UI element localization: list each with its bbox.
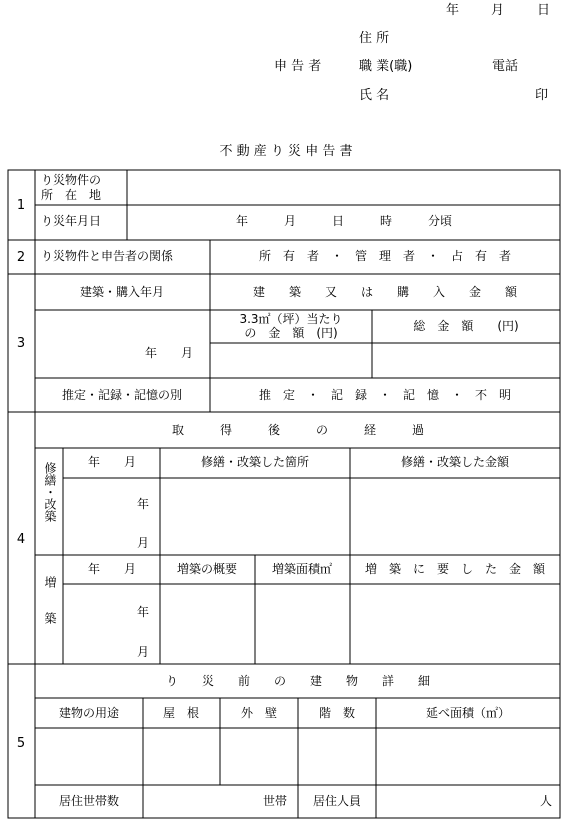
households-unit: 世帯 xyxy=(263,794,288,808)
total-amount-label: 総 金 額 (円) xyxy=(413,319,519,333)
price-label: 建 築 又 は 購 入 金 額 xyxy=(252,285,518,299)
purchase-date-label: 建築・購入年月 xyxy=(79,285,165,299)
name-label: 氏 名 xyxy=(359,88,390,103)
form-border xyxy=(8,170,560,818)
repair-amount-header: 修繕・改築した金額 xyxy=(400,455,510,469)
building-details-header: り 災 前 の 建 物 詳 細 xyxy=(165,674,431,688)
location-label-line2: 所 在 地 xyxy=(41,188,102,202)
purchase-year-month: 年 月 xyxy=(145,346,194,360)
extension-year-month-header: 年 月 xyxy=(87,562,137,576)
occupation-label: 職 業(職) xyxy=(359,59,413,74)
extension-amount-header: 増 築 に 要 し た 金 額 xyxy=(364,562,546,576)
row-number-1: 1 xyxy=(16,198,26,213)
disaster-date-label: り災年月日 xyxy=(41,214,102,228)
residents-label: 居住人員 xyxy=(312,794,362,808)
repair-year-month-header: 年 月 xyxy=(87,455,137,469)
after-acquisition-header: 取 得 後 の 経 過 xyxy=(171,423,425,437)
exterior-wall-header: 外 壁 xyxy=(240,706,278,720)
extension-vertical-label: 増 築 xyxy=(43,576,57,624)
extension-month-char: 月 xyxy=(137,645,150,659)
roof-header: 屋 根 xyxy=(162,706,200,720)
residents-unit: 人 xyxy=(540,794,553,808)
date-day-label: 日 xyxy=(537,3,551,18)
declarant-label: 申 告 者 xyxy=(274,59,322,74)
households-label: 居住世帯数 xyxy=(58,794,120,808)
date-year-label: 年 xyxy=(446,3,460,18)
per-area-label-line2: の 金 額 (円) xyxy=(244,326,338,340)
floor-area-header: 延べ面積（㎡） xyxy=(425,706,511,720)
relation-label: り災物件と申告者の関係 xyxy=(41,249,174,263)
form-title: 不 動 産 り 災 申 告 書 xyxy=(219,144,353,159)
repair-place-header: 修繕・改築した箇所 xyxy=(200,455,310,469)
repair-month-char: 月 xyxy=(137,536,150,550)
row-number-4: 4 xyxy=(16,532,26,547)
phone-label: 電話 xyxy=(492,59,519,74)
address-label: 住 所 xyxy=(359,31,390,46)
per-area-label-line1: 3.3㎡（坪）当たり xyxy=(239,312,343,326)
date-month-label: 月 xyxy=(491,3,505,18)
extension-year-char: 年 xyxy=(137,605,150,619)
seal-label: 印 xyxy=(535,88,549,103)
repair-vertical-label: 修繕・改築 xyxy=(43,462,57,522)
building-use-header: 建物の用途 xyxy=(58,706,120,720)
row-number-3: 3 xyxy=(16,336,26,351)
disaster-date-value: 年 月 日 時 分頃 xyxy=(235,214,453,228)
location-label-line1: り災物件の xyxy=(41,173,102,187)
row-number-5: 5 xyxy=(16,736,26,751)
estimate-type-options: 推 定 ・ 記 録 ・ 記 憶 ・ 不 明 xyxy=(258,388,512,402)
extension-summary-header: 増築の概要 xyxy=(176,562,238,576)
extension-area-header: 増築面積㎡ xyxy=(271,562,333,576)
repair-year-char: 年 xyxy=(137,497,150,511)
floors-header: 階 数 xyxy=(318,706,356,720)
estimate-type-label: 推定・記録・記憶の別 xyxy=(61,388,183,402)
relation-options: 所 有 者 ・ 管 理 者 ・ 占 有 者 xyxy=(258,249,512,263)
row-number-2: 2 xyxy=(16,250,26,265)
